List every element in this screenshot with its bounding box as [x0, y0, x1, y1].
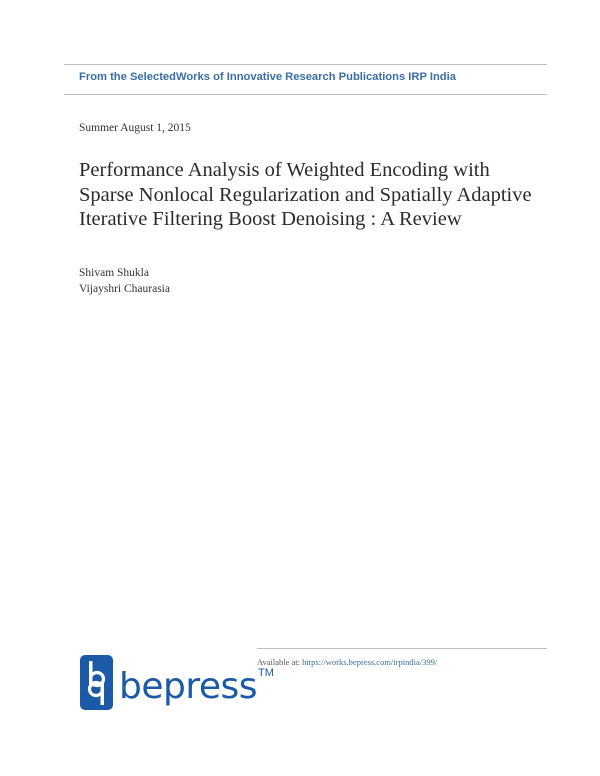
bepress-logo[interactable]	[80, 655, 274, 710]
footer-rule	[257, 648, 547, 649]
bepress-wordmark: bepress	[119, 665, 258, 707]
available-url-link[interactable]: https://works.bepress.com/irpindia/399/	[302, 657, 438, 667]
author-name[interactable]: Vijayshri Chaurasia	[79, 283, 170, 295]
availability-line	[257, 657, 437, 667]
header-rule	[64, 94, 547, 95]
bepress-mark-icon	[80, 655, 113, 710]
source-header[interactable]: From the SelectedWorks of Innovative Research Publications IRP India	[79, 71, 456, 83]
author-list	[79, 265, 170, 297]
publication-date: Summer August 1, 2015	[79, 122, 191, 134]
top-rule	[64, 64, 547, 65]
trademark-symbol: TM	[258, 666, 274, 679]
author-name[interactable]: Shivam Shukla	[79, 267, 149, 279]
document-title: Performance Analysis of Weighted Encoding with Sparse Nonlocal Regularization and Spatially Adaptive Iterative Filtering Boost Denoising : A Review	[79, 159, 532, 231]
available-label: Available at:	[257, 657, 301, 667]
